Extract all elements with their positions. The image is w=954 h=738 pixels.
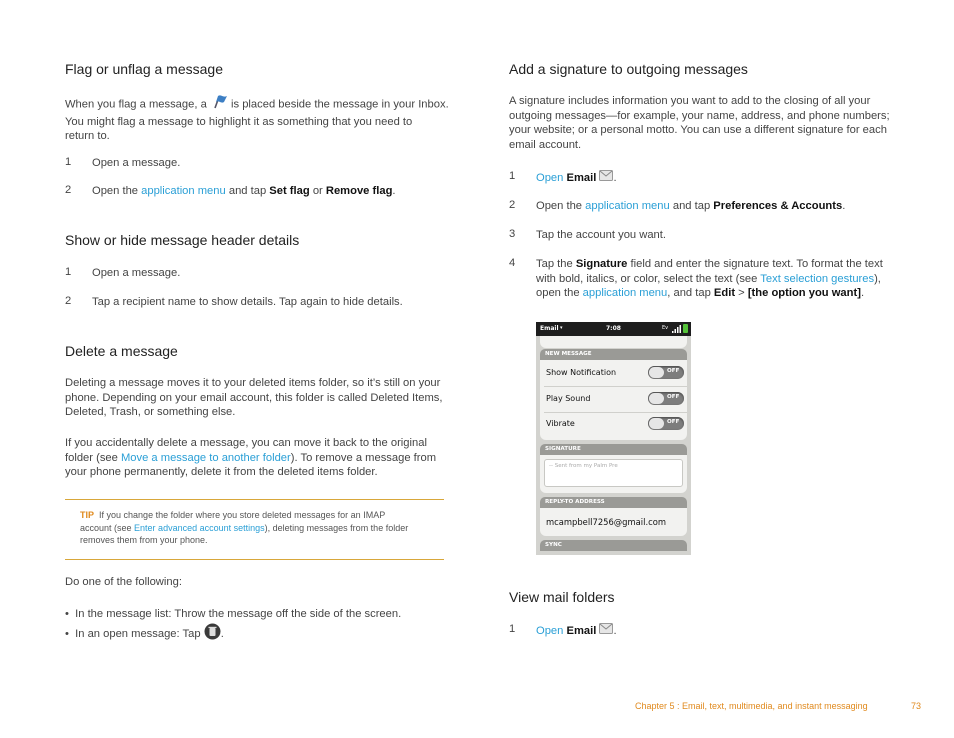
step-text: . [860, 287, 865, 300]
advanced-settings-link[interactable]: Enter advanced account settings [134, 522, 265, 533]
tip-text: ), deleting messages from the folder [264, 522, 409, 533]
step-number: 1 [65, 156, 72, 168]
play-sound-toggle[interactable] [648, 392, 684, 405]
header-step-1: Open a message. [92, 267, 181, 279]
step-text: field and enter the signature text. To format the text [630, 258, 883, 270]
application-menu-link[interactable]: application menu [141, 185, 226, 197]
flag-icon [210, 94, 228, 115]
reply-to-address: mcampbell7256@gmail.com [546, 517, 666, 527]
signature-field[interactable] [544, 459, 683, 487]
signature-placeholder: -- Sent from my Palm Pre [549, 463, 618, 469]
delete-para-2 [65, 436, 455, 480]
application-menu-link[interactable]: application menu [585, 200, 670, 212]
row-divider [544, 412, 687, 413]
edit-label: Edit [713, 287, 736, 300]
section-new-message: NEW MESSAGE [540, 349, 687, 360]
flag-intro-text: You might flag a message to highlight it as something that you need to [65, 115, 413, 128]
para-line: Deleted, Trash, or something else. [65, 406, 236, 419]
toggle-off-label: OFF [667, 419, 680, 425]
do-one-text: Do one of the following: [65, 576, 182, 588]
phone-top-panel [540, 336, 687, 348]
bullet-dot: • [65, 627, 69, 640]
step-number: 1 [509, 623, 516, 635]
page-number: 73 [911, 701, 922, 711]
footer-chapter: Chapter 5 : Email, text, multimedia, and instant messaging [635, 701, 868, 711]
remove-flag-label: Remove flag [325, 185, 393, 197]
step-text: with bold, italics, or color, select the text (see [536, 272, 758, 285]
tip-bottom-rule [65, 559, 444, 560]
heading-signature: Add a signature to outgoing messages [509, 61, 748, 77]
status-bar [536, 322, 691, 336]
bullet-1 [65, 607, 401, 622]
tip-label: TIP [80, 510, 95, 520]
step-text: Open the [536, 200, 583, 212]
step-text: > [738, 287, 745, 300]
tip-top-rule [65, 499, 444, 500]
flag-step-2 [92, 184, 396, 199]
step-number: 2 [509, 199, 516, 211]
para-line: Deleting a message moves it to your deleted items folder, so it’s still on your [65, 377, 441, 389]
para-line: your website; or a personal motto. You can use a different signature for each [509, 124, 887, 137]
open-link[interactable]: Open [536, 624, 564, 637]
bullet-text: In an open message: Tap [75, 627, 201, 640]
vibrate-label: Vibrate [546, 419, 575, 428]
show-notification-label: Show Notification [546, 368, 617, 377]
trash-icon [204, 623, 221, 645]
heading-flag: Flag or unflag a message [65, 61, 223, 77]
para-line: phone. Depending on your email account, this folder is called Deleted Items, [65, 391, 443, 404]
toggle-off-label: OFF [667, 368, 680, 374]
signature-step-3: Tap the account you want. [536, 229, 666, 241]
flag-step-1: Open a message. [92, 157, 181, 169]
heading-delete: Delete a message [65, 343, 178, 359]
section-sync: SYNC [540, 540, 687, 551]
chevron-down-icon: ▾ [560, 325, 563, 331]
para-line: email account. [509, 139, 582, 152]
flag-intro-text: return to. [65, 130, 110, 143]
step-text: ), [874, 272, 881, 285]
email-label: Email [566, 171, 597, 184]
envelope-icon [599, 623, 613, 639]
heading-header-details: Show or hide message header details [65, 232, 300, 248]
step-text: . [392, 185, 396, 197]
envelope-icon [599, 170, 613, 186]
signature-step-4 [536, 257, 906, 301]
step-number: 2 [65, 184, 72, 196]
para-line [65, 451, 455, 466]
signature-step-1 [536, 170, 617, 186]
signature-label: Signature [575, 258, 628, 270]
flag-intro [65, 94, 455, 144]
app-menu-title[interactable]: Email [540, 325, 559, 332]
signal-icon [672, 325, 681, 335]
para-line: If you accidentally delete a message, you can move it back to the original [65, 437, 427, 449]
para-text: folder (see [65, 451, 118, 464]
step-number: 2 [65, 295, 72, 307]
para-line: your phone permanently, delete it from the deleted items folder. [65, 466, 378, 479]
phone-screenshot [536, 322, 691, 555]
heading-mail-folders: View mail folders [509, 589, 615, 605]
step-text: . [613, 624, 617, 637]
header-step-2: Tap a recipient name to show details. Tap again to hide details. [92, 296, 403, 308]
open-link[interactable]: Open [536, 171, 564, 184]
reply-to-panel[interactable] [540, 508, 687, 536]
email-label: Email [566, 624, 597, 637]
row-divider [544, 386, 687, 387]
folders-step-1 [536, 623, 617, 639]
flag-intro-text: is placed beside the message in your Inbox. [231, 98, 449, 111]
step-text: and tap [672, 200, 711, 212]
step-number: 1 [509, 170, 516, 182]
para-line: A signature includes information you want to add to the closing of all your [509, 95, 871, 107]
para-text: ). To remove a message from [290, 451, 437, 464]
battery-icon [683, 324, 688, 333]
step-number: 1 [65, 266, 72, 278]
step-text: . [842, 200, 846, 212]
step-number: 3 [509, 228, 516, 240]
signature-panel [540, 455, 687, 493]
bullet-text: In the message list: Throw the message off the side of the screen. [75, 608, 402, 620]
application-menu-link[interactable]: application menu [582, 287, 668, 300]
show-notification-toggle[interactable] [648, 366, 684, 379]
toggle-off-label: OFF [667, 394, 680, 400]
signature-step-2 [536, 199, 845, 214]
delete-para-1 [65, 376, 455, 420]
clock: 7:08 [606, 325, 621, 332]
step-text: . [613, 171, 617, 184]
tip-box [80, 509, 450, 547]
step-text: Open the [92, 185, 139, 197]
move-message-link[interactable]: Move a message to another folder [120, 451, 291, 464]
tip-text: If you change the folder where you store deleted messages for an IMAP [99, 510, 386, 520]
set-flag-label: Set flag [269, 185, 310, 197]
toggle-knob [649, 418, 664, 429]
step-text: open the [536, 287, 580, 300]
tip-text: removes them from your phone. [80, 535, 208, 546]
bullet-text: . [220, 627, 224, 640]
flag-intro-text: When you flag a message, a [65, 98, 207, 111]
step-text: Tap the [536, 258, 573, 270]
signature-intro [509, 94, 899, 153]
play-sound-label: Play Sound [546, 394, 591, 403]
bullet-dot: • [65, 608, 69, 620]
toggle-knob [649, 393, 664, 404]
step-text: , and tap [667, 287, 711, 300]
step-number: 4 [509, 257, 516, 269]
para-line: outgoing messages—for example, your name, address, and phone numbers; [509, 109, 890, 122]
tip-text: account (see [80, 522, 132, 533]
step-text: or [312, 185, 323, 197]
option-label: [the option you want] [747, 287, 861, 300]
new-message-panel [540, 360, 687, 440]
toggle-knob [649, 367, 664, 378]
preferences-accounts-label: Preferences & Accounts [713, 200, 843, 212]
text-selection-link[interactable]: Text selection gestures [760, 272, 875, 285]
section-reply-to: REPLY-TO ADDRESS [540, 497, 687, 508]
vibrate-toggle[interactable] [648, 417, 684, 430]
bullet-2 [65, 623, 224, 645]
carrier-label: Ev [662, 325, 669, 331]
step-text: and tap [228, 185, 267, 197]
section-signature: SIGNATURE [540, 444, 687, 455]
